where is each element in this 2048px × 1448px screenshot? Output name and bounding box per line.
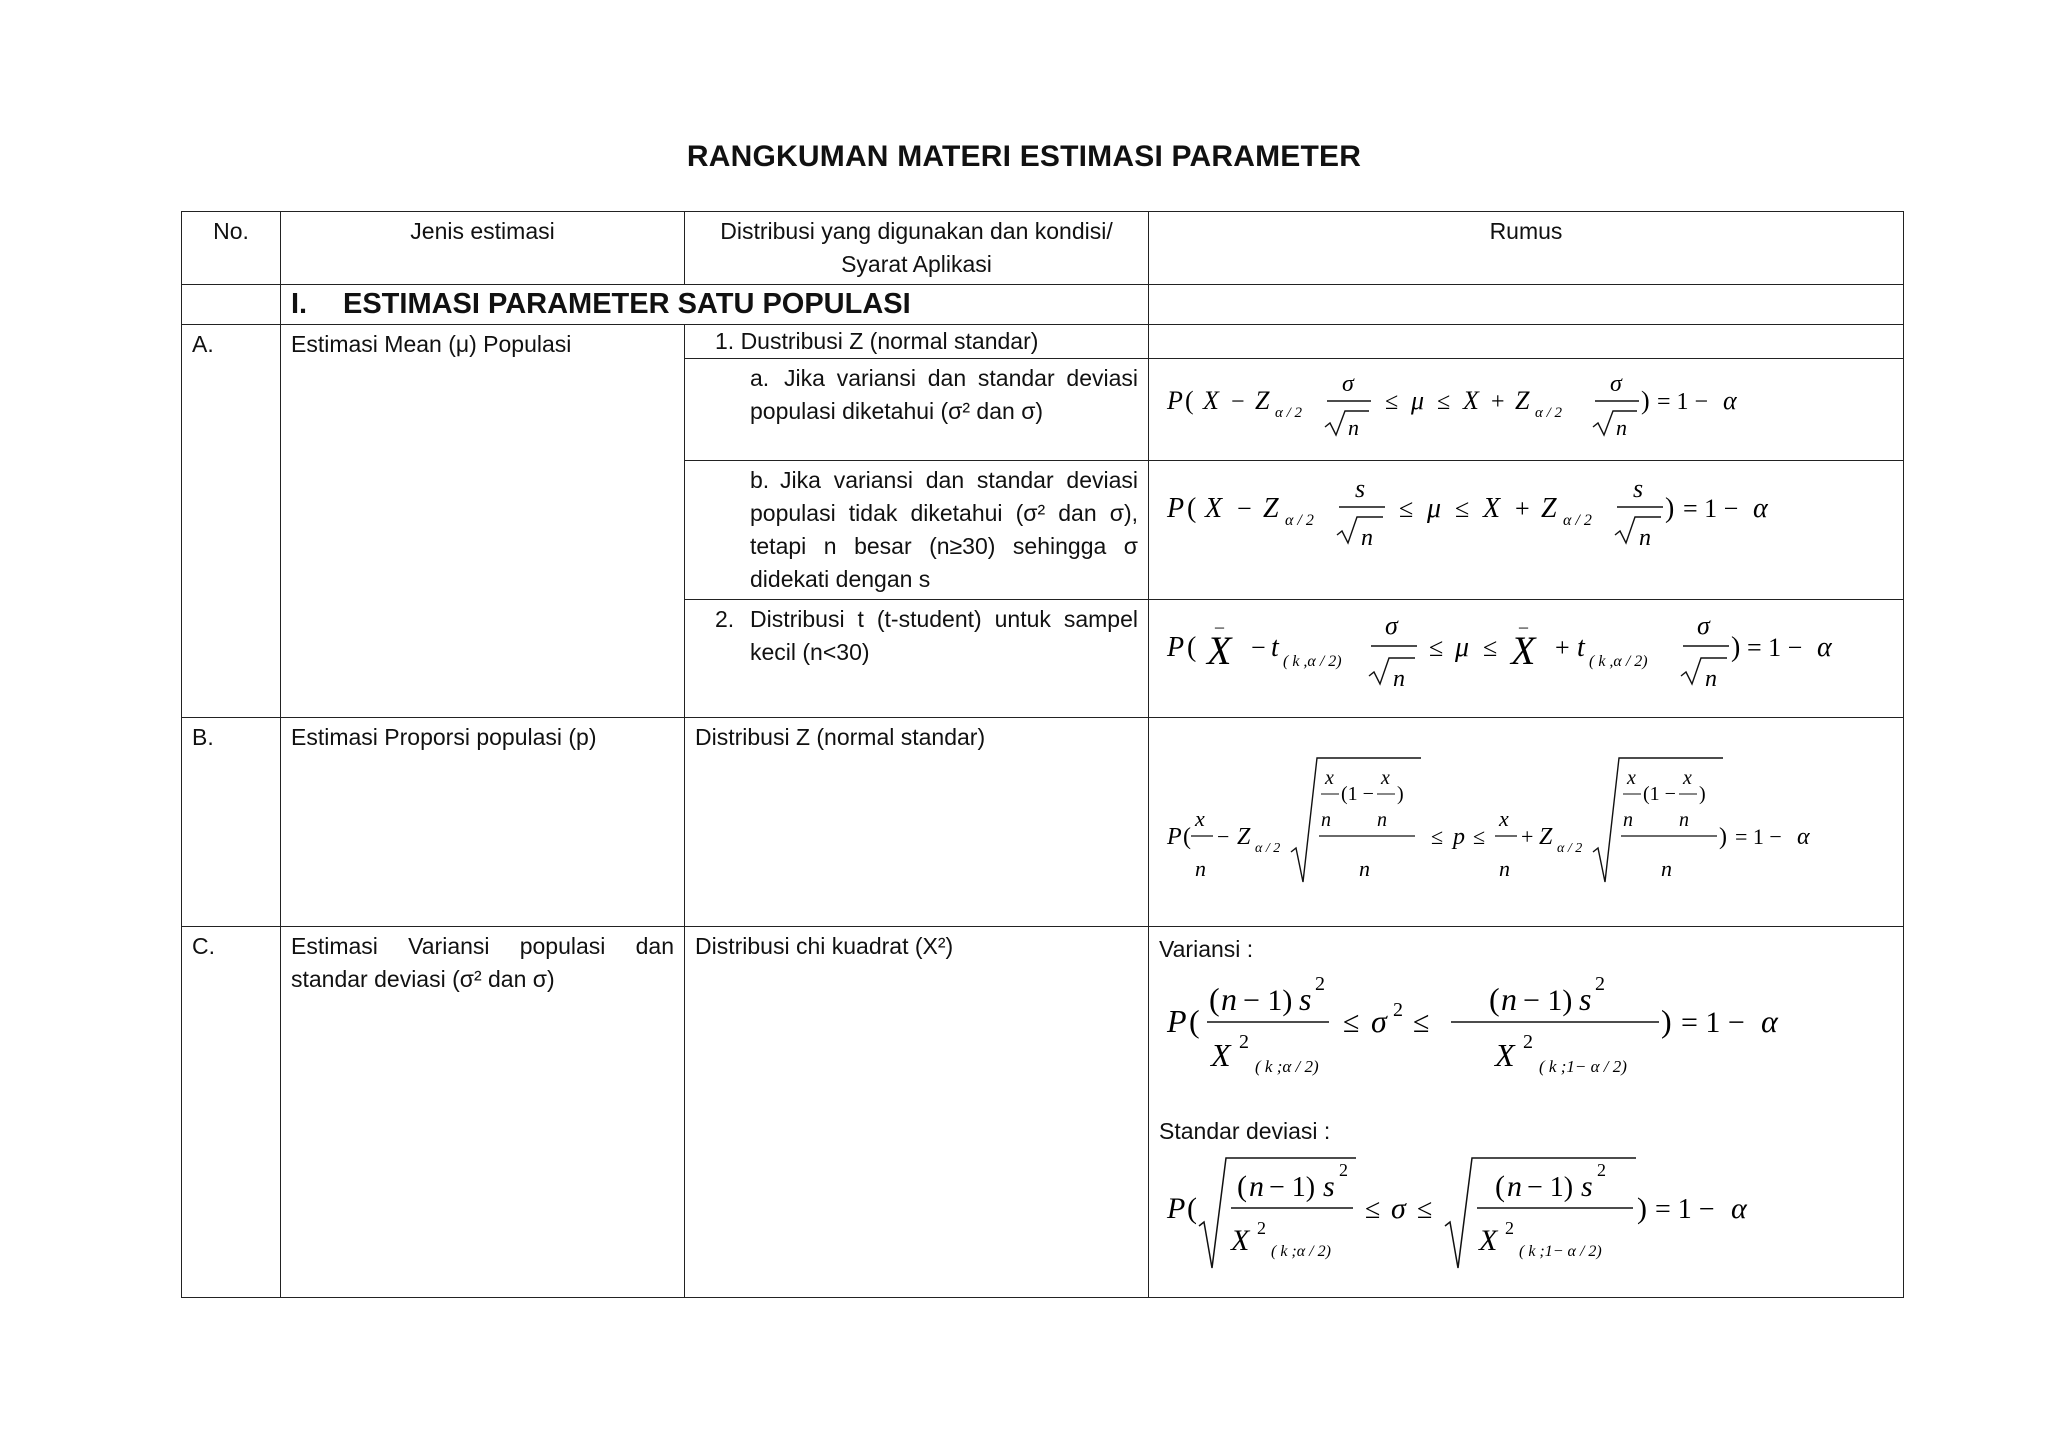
svg-text:α: α — [1723, 386, 1737, 415]
svg-text:(: ( — [1209, 981, 1220, 1017]
variansi-label: Variansi : — [1159, 936, 1254, 962]
svg-text:( k ;1− α / 2): ( k ;1− α / 2) — [1539, 1057, 1627, 1076]
svg-text:2: 2 — [1315, 973, 1325, 995]
svg-text:σ: σ — [1697, 611, 1710, 640]
row-a-no: A. — [182, 325, 281, 718]
svg-text:= 1 −: = 1 − — [1681, 1006, 1745, 1039]
svg-text:σ: σ — [1342, 371, 1354, 397]
formula-p — [1159, 748, 1894, 888]
svg-text:2: 2 — [1257, 1218, 1266, 1238]
svg-text:− 1): − 1) — [1269, 1172, 1316, 1203]
svg-text:n: n — [1361, 525, 1373, 551]
svg-text:− 1): − 1) — [1527, 1172, 1574, 1203]
svg-text:+: + — [1491, 389, 1505, 415]
svg-text:P: P — [1167, 1192, 1186, 1225]
section-row — [182, 285, 1904, 325]
svg-text:(1 −: (1 − — [1643, 782, 1676, 805]
svg-text:n: n — [1249, 1170, 1264, 1203]
svg-text:α / 2: α / 2 — [1557, 840, 1583, 856]
svg-text:(: ( — [1183, 823, 1191, 850]
svg-text:α / 2: α / 2 — [1563, 512, 1592, 529]
svg-text:t: t — [1577, 632, 1585, 663]
svg-text:2: 2 — [1239, 1031, 1249, 1053]
svg-text:−: − — [1237, 494, 1252, 523]
svg-text:( k ;1− α / 2): ( k ;1− α / 2) — [1519, 1243, 1602, 1260]
formula-mean-large-n — [1149, 461, 1904, 600]
svg-text:X: X — [1207, 628, 1232, 673]
table-row — [182, 325, 1904, 359]
row-c-jenis: Estimasi Variansi populasi dan standar deviasi (σ² dan σ) — [281, 927, 685, 1298]
svg-text:( k ,α / 2): ( k ,α / 2) — [1589, 653, 1648, 670]
svg-text:n: n — [1705, 666, 1717, 692]
svg-text:x: x — [1499, 805, 1509, 831]
svg-text:2: 2 — [1505, 1218, 1514, 1238]
svg-text:(: ( — [1187, 632, 1197, 663]
header-rumus: Rumus — [1149, 212, 1904, 285]
svg-text:μ: μ — [1427, 493, 1442, 524]
cond-a-label: a. — [750, 365, 770, 391]
svg-text:s: s — [1633, 474, 1644, 503]
dist2-text: Distribusi t (t-student) untuk sampel kecil (n<30) — [750, 606, 1138, 665]
svg-text:P: P — [1167, 1003, 1187, 1039]
svg-text:): ) — [1665, 493, 1675, 524]
svg-text:x: x — [1325, 766, 1334, 789]
row-a-dist1: 1. Dustribusi Z (normal standar) — [685, 325, 1149, 359]
row-a-cond-a — [685, 359, 1149, 461]
svg-text:α: α — [1817, 632, 1832, 663]
svg-text:n: n — [1507, 1170, 1522, 1203]
formula-mean-known-sigma — [1149, 359, 1904, 461]
svg-text:n: n — [1639, 525, 1651, 551]
svg-text:_: _ — [1519, 610, 1528, 630]
svg-text:(: ( — [1187, 493, 1197, 524]
svg-text:): ) — [1641, 386, 1650, 415]
svg-text:≤: ≤ — [1385, 389, 1399, 415]
svg-text:n: n — [1679, 808, 1689, 831]
svg-text:): ) — [1731, 632, 1741, 663]
svg-text:α: α — [1753, 493, 1768, 524]
svg-text:α / 2: α / 2 — [1285, 512, 1314, 529]
svg-text:= 1 −: = 1 − — [1657, 389, 1709, 415]
svg-text:− 1): − 1) — [1523, 984, 1573, 1017]
header-jenis: Jenis estimasi — [281, 212, 685, 285]
svg-text:≤: ≤ — [1365, 1194, 1381, 1225]
svg-text:n: n — [1393, 666, 1405, 692]
svg-text:2: 2 — [1523, 1031, 1533, 1053]
row-b-no: B. — [182, 718, 281, 927]
svg-text:+: + — [1555, 633, 1570, 662]
svg-text:P: P — [1167, 823, 1182, 850]
svg-text:= 1 −: = 1 − — [1747, 633, 1803, 662]
svg-text:2: 2 — [1597, 1160, 1606, 1180]
svg-text:Z: Z — [1263, 493, 1279, 524]
formula-stdev — [1159, 1148, 1894, 1274]
formula-t — [1159, 606, 1894, 702]
svg-text:2: 2 — [1393, 999, 1403, 1021]
svg-text:μ: μ — [1411, 386, 1425, 415]
header-distribusi: Distribusi yang digunakan dan kondisi/ Syarat Aplikasi — [685, 212, 1149, 285]
row-c-dist — [685, 927, 1149, 1298]
svg-text:Z: Z — [1515, 386, 1530, 415]
svg-text:X: X — [1463, 386, 1479, 415]
formula-variance-cell — [1149, 927, 1904, 1298]
svg-text:n: n — [1348, 415, 1359, 440]
svg-text:(: ( — [1237, 1170, 1247, 1203]
cond-a-text: Jika variansi dan standar deviasi populasi diketahui (σ² dan σ) — [750, 365, 1138, 424]
cond-b-text: Jika variansi dan standar deviasi populasi tidak diketahui (σ² dan σ), tetapi n besar (n≥30) sehingga σ didekati dengan s — [750, 467, 1138, 592]
svg-text:): ) — [1397, 782, 1404, 805]
svg-text:σ: σ — [1391, 1192, 1406, 1225]
svg-text:(1 −: (1 − — [1341, 782, 1374, 805]
svg-text:n: n — [1377, 808, 1387, 831]
svg-text:( k ;α / 2): ( k ;α / 2) — [1255, 1057, 1319, 1076]
svg-text:α: α — [1731, 1192, 1747, 1225]
svg-text:α / 2: α / 2 — [1275, 405, 1303, 421]
page-title: RANGKUMAN MATERI ESTIMASI PARAMETER — [686, 140, 1362, 173]
svg-text:): ) — [1719, 823, 1727, 850]
svg-text:σ: σ — [1371, 1003, 1387, 1039]
svg-text:(: ( — [1495, 1170, 1505, 1203]
svg-text:s: s — [1323, 1170, 1335, 1203]
formula-mean-t — [1149, 600, 1904, 718]
svg-text:≤: ≤ — [1483, 633, 1498, 662]
row-b-dist: Distribusi Z (normal standar) — [685, 718, 1149, 927]
svg-text:( k ;α / 2): ( k ;α / 2) — [1271, 1243, 1331, 1260]
svg-text:Z: Z — [1255, 386, 1270, 415]
svg-text:n: n — [1359, 855, 1370, 881]
formula-variance — [1159, 966, 1894, 1086]
svg-text:n: n — [1195, 855, 1206, 881]
svg-text:s: s — [1581, 1170, 1593, 1203]
svg-text:= 1 −: = 1 − — [1683, 494, 1739, 523]
svg-text:≤: ≤ — [1429, 633, 1444, 662]
svg-text:n: n — [1501, 981, 1517, 1017]
formula-z-sigma — [1159, 365, 1839, 445]
svg-text:P: P — [1167, 386, 1183, 415]
stdev-label: Standar deviasi : — [1159, 1118, 1331, 1144]
section-title — [281, 285, 1149, 325]
svg-text:(: ( — [1489, 981, 1500, 1017]
svg-text:+: + — [1521, 823, 1534, 849]
svg-text:( k ,α / 2): ( k ,α / 2) — [1283, 653, 1342, 670]
svg-text:x: x — [1627, 766, 1636, 789]
svg-text:s: s — [1355, 474, 1366, 503]
svg-text:(: ( — [1187, 1192, 1197, 1225]
svg-text:2: 2 — [1339, 1160, 1348, 1180]
formula-proportion — [1149, 718, 1904, 927]
svg-text:≤: ≤ — [1343, 1006, 1360, 1039]
svg-text:(: ( — [1189, 1003, 1200, 1039]
svg-text:≤: ≤ — [1399, 494, 1414, 523]
formula-z-s — [1159, 467, 1839, 557]
section-title-text: ESTIMASI PARAMETER SATU POPULASI — [343, 288, 911, 320]
svg-text:≤: ≤ — [1455, 494, 1470, 523]
svg-text:≤: ≤ — [1437, 389, 1451, 415]
svg-text:P: P — [1167, 632, 1185, 663]
svg-text:Z: Z — [1541, 493, 1557, 524]
svg-text:P: P — [1167, 493, 1185, 524]
svg-text:n: n — [1623, 808, 1633, 831]
svg-text:(: ( — [1185, 386, 1194, 415]
summary-table — [181, 211, 1904, 1298]
svg-text:t: t — [1271, 632, 1279, 663]
svg-text:s: s — [1299, 981, 1312, 1017]
svg-text:−: − — [1251, 633, 1266, 662]
svg-text:−: − — [1231, 389, 1245, 415]
svg-text:n: n — [1321, 808, 1331, 831]
svg-text:≤: ≤ — [1417, 1194, 1433, 1225]
svg-text:α: α — [1797, 823, 1810, 850]
row-a-dist2 — [685, 600, 1149, 718]
table-row — [182, 718, 1904, 927]
svg-text:μ: μ — [1455, 632, 1470, 663]
table-row — [182, 927, 1904, 1298]
dist2-label: 2. — [715, 606, 735, 632]
row-c-dist-text: Distribusi chi kuadrat (X²) — [695, 933, 954, 959]
svg-text:n: n — [1616, 415, 1627, 440]
svg-text:): ) — [1661, 1003, 1672, 1039]
svg-text:): ) — [1637, 1192, 1647, 1225]
svg-text:): ) — [1699, 782, 1706, 805]
svg-text:X: X — [1483, 493, 1501, 524]
svg-text:≤: ≤ — [1431, 823, 1444, 849]
svg-text:α: α — [1761, 1003, 1778, 1039]
svg-text:= 1 −: = 1 − — [1735, 823, 1782, 849]
row-b-jenis: Estimasi Proporsi populasi (p) — [281, 718, 685, 927]
svg-text:x: x — [1683, 766, 1692, 789]
svg-text:2: 2 — [1595, 973, 1605, 995]
svg-text:X: X — [1231, 1224, 1250, 1257]
svg-text:σ: σ — [1610, 371, 1622, 397]
svg-text:n: n — [1661, 855, 1672, 881]
header-no: No. — [182, 212, 281, 285]
svg-text:p: p — [1453, 823, 1465, 850]
svg-text:n: n — [1221, 981, 1237, 1017]
svg-text:X: X — [1203, 386, 1219, 415]
svg-text:_: _ — [1215, 610, 1224, 630]
section-roman: I. — [291, 288, 308, 320]
row-c-no: C. — [182, 927, 281, 1298]
svg-text:x: x — [1195, 805, 1205, 831]
svg-text:Z: Z — [1237, 823, 1251, 850]
svg-text:≤: ≤ — [1413, 1006, 1430, 1039]
svg-text:X: X — [1205, 493, 1223, 524]
svg-text:σ: σ — [1385, 611, 1398, 640]
svg-text:s: s — [1579, 981, 1592, 1017]
svg-text:− 1): − 1) — [1243, 984, 1293, 1017]
svg-text:X: X — [1511, 628, 1536, 673]
svg-text:X: X — [1211, 1037, 1231, 1073]
svg-text:X: X — [1495, 1037, 1515, 1073]
svg-text:x: x — [1381, 766, 1390, 789]
cond-b-label: b. — [750, 467, 770, 493]
svg-text:α / 2: α / 2 — [1255, 840, 1281, 856]
svg-text:≤: ≤ — [1473, 823, 1486, 849]
table-header-row — [182, 212, 1904, 285]
row-a-cond-b — [685, 461, 1149, 600]
svg-text:α / 2: α / 2 — [1535, 405, 1563, 421]
svg-text:X: X — [1479, 1224, 1498, 1257]
svg-text:+: + — [1515, 494, 1530, 523]
svg-text:= 1 −: = 1 − — [1655, 1194, 1715, 1225]
svg-text:Z: Z — [1539, 823, 1553, 850]
svg-text:−: − — [1217, 823, 1230, 849]
svg-text:n: n — [1499, 855, 1510, 881]
row-a-jenis: Estimasi Mean (μ) Populasi — [281, 325, 685, 718]
